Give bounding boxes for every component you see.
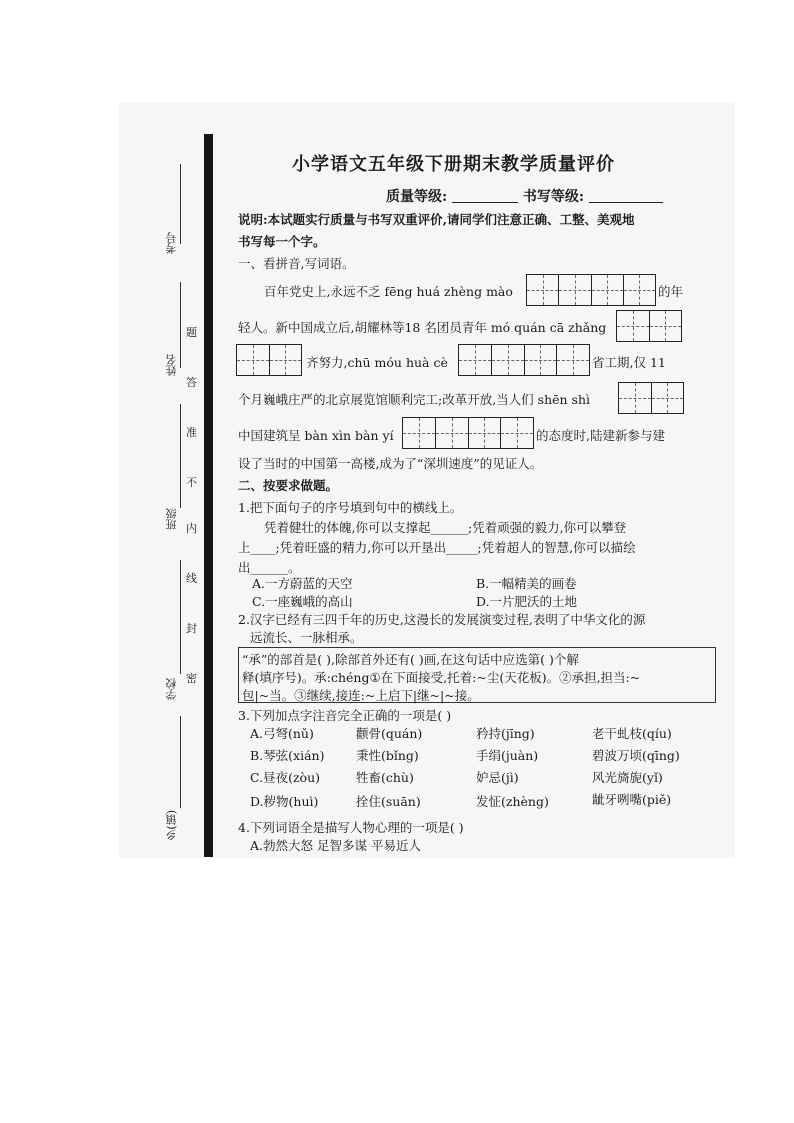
seal-char: 封 xyxy=(186,622,197,635)
xuexiao-line xyxy=(180,560,181,674)
label-banji: 班级 xyxy=(165,508,178,530)
label-xingming: 姓名 xyxy=(165,354,178,376)
seal-char: 内 xyxy=(186,522,197,535)
q3-c-1: C.昼夜(zòu) xyxy=(250,770,321,785)
q2-line-2: 远流长、一脉相承。 xyxy=(250,630,363,645)
q3-d-2: 拴住(suān) xyxy=(356,794,421,809)
binding-margin xyxy=(120,104,208,857)
q2-line-1: 2.汉字已经有三四千年的历史,这漫长的发展演变过程,表明了中华文化的源 xyxy=(238,612,646,627)
xingming-line xyxy=(180,282,181,368)
instruction-line-2: 书写每一个字。 xyxy=(238,234,326,249)
q3-c-4: 风光旖旎(yǐ) xyxy=(592,770,663,785)
definition-line-2: 释(填序号)。承:chéng①在下面接受,托着:~尘(天花板)。②承担,担当:~ xyxy=(242,670,641,685)
q1-option-a: A.一方蔚蓝的天空 xyxy=(252,576,353,591)
q4-prompt: 4.下列词语全是描写人物心理的一项是( ) xyxy=(238,820,464,835)
q3-a-3: 矜持(jīng) xyxy=(476,726,535,741)
q3-a-1: A.弓弩(nǔ) xyxy=(250,726,314,741)
definition-line-1: “承”的部首是( ),除部首外还有( )画,在这句话中应选第( )个解 xyxy=(242,652,579,667)
answer-box-moquan-part2[interactable] xyxy=(236,344,302,376)
pinyin-line-4: 个月巍峨庄严的北京展览馆顺利完工;改革开放,当人们 shēn shì xyxy=(238,392,591,407)
q3-b-1: B.琴弦(xián) xyxy=(250,748,325,763)
seal-char: 密 xyxy=(186,672,197,685)
seal-char: 准 xyxy=(186,426,197,439)
quality-grade-label: 质量等级: xyxy=(386,189,448,205)
q1-option-b: B.一幅精美的画卷 xyxy=(476,576,577,591)
q3-b-2: 秉性(bǐng) xyxy=(356,748,419,763)
answer-box-banxin[interactable] xyxy=(402,417,534,449)
q1-prompt: 1.把下面句子的序号填到句中的横线上。 xyxy=(238,500,463,515)
label-xuexiao: 学校 xyxy=(165,678,178,700)
answer-box-chumou[interactable] xyxy=(458,344,590,376)
exam-paper xyxy=(236,104,734,857)
binding-bar xyxy=(204,134,213,857)
pinyin-line-6: 设了当时的中国第一高楼,成为了“深圳速度”的见证人。 xyxy=(238,456,543,471)
q1-line-3: 出______。 xyxy=(238,560,301,575)
pinyin-line-5: 中国建筑呈 bàn xìn bàn yí xyxy=(238,428,394,443)
q1-option-c: C.一座巍峨的高山 xyxy=(252,594,353,609)
answer-box-fenghua[interactable] xyxy=(526,274,656,306)
label-kaohao: 考号 xyxy=(165,232,178,254)
seal-char: 答 xyxy=(186,376,197,389)
q3-a-2: 颧骨(quán) xyxy=(356,726,423,741)
q3-d-4: 龇牙咧嘴(piě) xyxy=(592,792,672,807)
xiangzhen-line xyxy=(180,716,181,808)
answer-box-moquan-part1[interactable] xyxy=(616,310,682,342)
grade-line xyxy=(386,186,663,206)
seal-char: 题 xyxy=(186,326,197,339)
writing-grade-blank[interactable] xyxy=(589,190,663,203)
q1-option-d: D.一片肥沃的土地 xyxy=(476,594,578,609)
q3-c-2: 牲畜(chù) xyxy=(356,770,414,785)
q3-b-4: 碧波万顷(qīng) xyxy=(592,748,680,763)
q3-b-3: 手绢(juàn) xyxy=(476,748,539,763)
page-title: 小学语文五年级下册期末教学质量评价 xyxy=(292,154,615,175)
seal-char: 不 xyxy=(186,476,197,489)
q3-d-3: 发怔(zhèng) xyxy=(476,794,549,809)
q1-line-2: 上____;凭着旺盛的精力,你可以开垦出_____;凭着超人的智慧,你可以描绘 xyxy=(238,540,636,555)
writing-grade-label: 书写等级: xyxy=(522,189,585,205)
q1-line-1: 凭着健壮的体魄,你可以支撑起______;凭着顽强的毅力,你可以攀登 xyxy=(264,520,627,535)
kaohao-line xyxy=(180,164,181,244)
banji-line xyxy=(180,404,181,508)
section-1-heading: 一、看拼音,写词语。 xyxy=(238,256,355,271)
q3-c-3: 妒忌(jì) xyxy=(476,770,519,785)
q3-d-1: D.秽物(huì) xyxy=(250,794,319,809)
quality-grade-blank[interactable] xyxy=(452,190,518,203)
q3-prompt: 3.下列加点字注音完全正确的一项是( ) xyxy=(238,708,452,723)
seal-char: 线 xyxy=(186,572,197,585)
instruction-line-1: 说明:本试题实行质量与书写双重评价,请同学们注意正确、工整、美观地 xyxy=(238,212,635,227)
pinyin-line-5-tail: 的态度时,陆建新参与建 xyxy=(536,428,665,443)
exam-photo xyxy=(120,104,734,857)
pinyin-line-1-tail: 的年 xyxy=(658,284,684,299)
pinyin-line-2: 轻人。新中国成立后,胡耀林等18 名团员青年 mó quán cā zhǎng xyxy=(238,320,607,335)
section-2-heading: 二、按要求做题。 xyxy=(238,478,339,493)
answer-box-shenshi[interactable] xyxy=(618,382,684,414)
q3-a-4: 老干虬枝(qíu) xyxy=(592,726,672,741)
definition-line-3: 包|~当。③继续,接连:~上启下|继~|~接。 xyxy=(242,688,480,703)
pinyin-line-3-tail: 省工期,仅 11 xyxy=(592,355,666,370)
pinyin-line-1: 百年党史上,永远不乏 fēng huá zhèng mào xyxy=(264,284,513,299)
pinyin-line-3: 齐努力,chū móu huà cè xyxy=(306,355,448,370)
label-xiangzhen: 乡(镇) xyxy=(165,810,178,841)
q4-option-a: A.勃然大怒 足智多谋 平易近人 xyxy=(250,838,421,853)
